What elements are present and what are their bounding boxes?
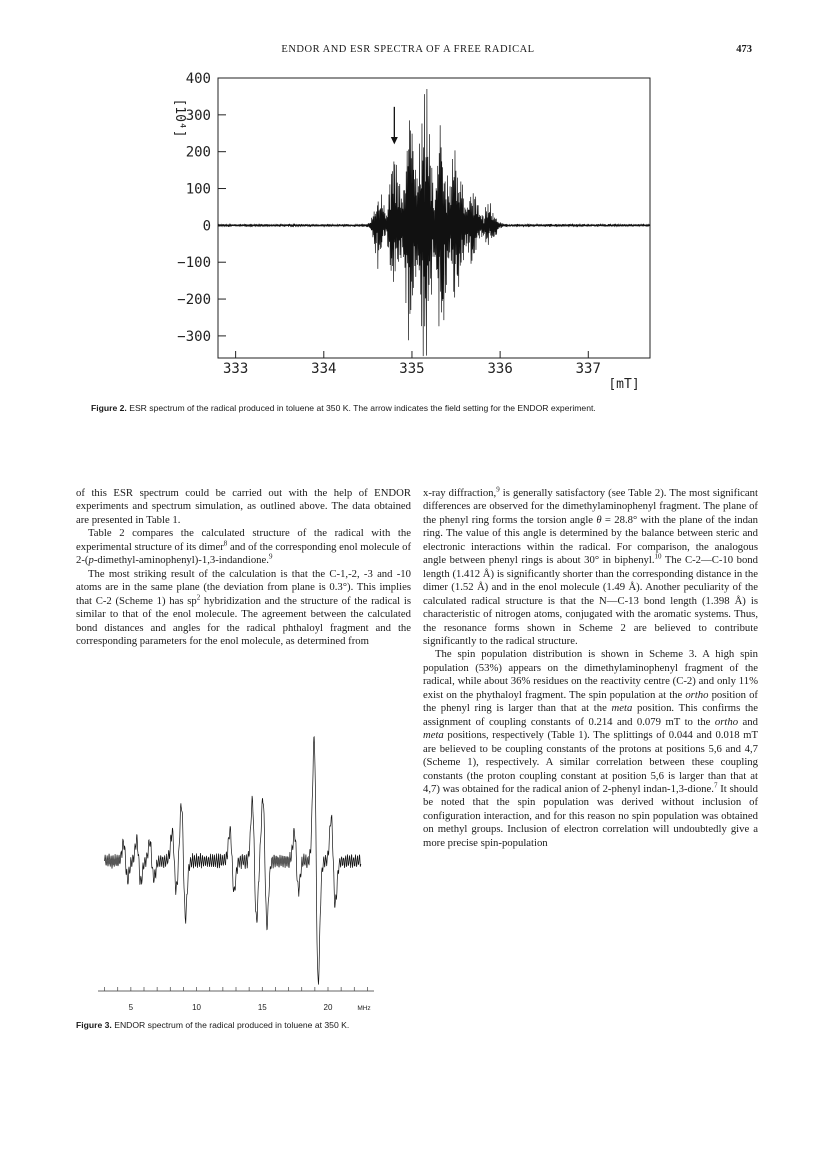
x-unit-label: MHz — [357, 1005, 371, 1012]
paragraph: of this ESR spectrum could be carried out with the help of ENDOR experiments and spectrum simulation, as outlined above. The data obtained are presented in Table 1. — [76, 487, 411, 526]
y-tick-label: 0 — [202, 218, 211, 235]
paragraph: The spin population distribution is shown in Scheme 3. A high spin population (53%) appears on the dimethylaminophenyl fragment of the radical, while about 36% residues on the reactivity centre (C-2) and only 11% exist on the phythaloyl fragment. The spin population at the ortho position of the phenyl ring is larger than that at the meta position. This confirms the assignment of coupling constants of 0.214 and 0.079 mT to the ortho and meta positions, respectively (Table 1). The splittings of 0.044 and 0.018 mT are believed to be coupling constants of the protons at positions 5,6 and 4,7 (Scheme 1), respectively. A similar correlation between these coupling constants (the proton coupling constant at position 5,6 is larger than that at 4,7) was obtained for the radical anion of 2-phenyl indan-1,3-dione.$^7$ It should be noted that the spin population was derived without inclusion of configuration interaction, and for this reason no spin population was obtained on methyl groups. Inclusion of electron correlation will undoubtedly give a more precise spin-population — [423, 648, 758, 849]
x-tick-label: 333 — [222, 361, 249, 377]
x-tick-label: 337 — [575, 361, 601, 377]
x-tick-label: 336 — [487, 361, 513, 377]
y-unit-label: [10⁴] — [172, 98, 187, 138]
endor-spectrum-figure — [84, 735, 384, 1025]
endor-trace — [105, 737, 361, 985]
x-tick-label: 5 — [128, 1003, 134, 1012]
y-tick-label: 400 — [185, 71, 211, 87]
figure-2-caption-text: ESR spectrum of the radical produced in toluene at 350 K. The arrow indicates the field setting for the ENDOR experiment. — [129, 403, 596, 413]
x-tick-label: 15 — [257, 1003, 267, 1012]
x-tick-label: 334 — [311, 361, 337, 377]
y-tick-label: −300 — [177, 328, 211, 345]
esr-trace — [218, 89, 650, 356]
esr-spectrum-figure — [140, 70, 670, 395]
y-tick-label: 200 — [185, 144, 211, 161]
x-unit-label: [mT] — [608, 377, 640, 392]
figure-3-caption-text: ENDOR spectrum of the radical produced in toluene at 350 K. — [114, 1020, 350, 1030]
y-tick-label: 100 — [185, 181, 211, 198]
x-tick-label: 10 — [192, 1003, 202, 1012]
left-column — [76, 487, 411, 648]
figure-2-caption — [91, 403, 741, 413]
x-ticks — [105, 987, 371, 1012]
paragraph: Table 2 compares the calculated structure of the radical with the experimental structure of its dimer$^8$ and of the corresponding enol molecule of 2-(p-dimethyl-aminophenyl)-1,3-indandione.$^9$ — [76, 527, 412, 567]
right-column — [423, 487, 758, 850]
figure-3-caption — [76, 1020, 411, 1031]
x-tick-label: 20 — [323, 1003, 333, 1012]
paragraph: x-ray diffraction,$^9$ is generally satisfactory (see Table 2). The most significant differences are observed for the dimethylaminophenyl fragment. The plane of the phenyl ring forms the torsion angle θ = 28.8° with the plane of the indan ring. The value of this angle is determined by the balance between steric and electronic interactions within the radical. For comparison, the analogous angle between phenyl rings is about 30° in biphenyl.$^{10}$ The C-2—C-10 bond length (1.412 Å) is significantly shorter than the corresponding distance in the dimer (1.52 Å) and in the enol molecule (1.49 Å). Another peculiarity of the calculated radical structure is that the N—C-13 bond length (1.398 Å) is characteristic of nitrogen atoms, conjugated with the aromatic systems. Thus, the resonance forms shown in Scheme 2 are believed to contribute significantly to the radical structure. — [423, 485, 758, 647]
running-head — [0, 44, 816, 60]
page-number: 473 — [736, 44, 752, 55]
running-title: ENDOR AND ESR SPECTRA OF A FREE RADICAL — [281, 44, 535, 55]
y-tick-label: −100 — [177, 255, 211, 272]
figure-3-label: Figure 3. — [76, 1020, 112, 1030]
y-tick-label: −200 — [177, 292, 211, 309]
figure-2-label: Figure 2. — [91, 403, 127, 413]
field-setting-arrow — [391, 107, 398, 144]
x-ticks — [223, 351, 601, 377]
arrow-head — [391, 137, 398, 144]
y-tick-label: 300 — [185, 107, 211, 124]
paragraph: The most striking result of the calculation is that the C-1,-2, -3 and -10 atoms are in the same plane (the deviation from plane is 0.3°). This implies that C-2 (Scheme 1) has $sp^2$ hybridization and the structure of the radical is similar to that of the enol molecule. The agreement between the calculated bond distances and angles for the radical phthaloyl fragment and the corresponding parameters for the enol molecule, as determined from — [76, 567, 411, 647]
x-tick-label: 335 — [399, 361, 425, 377]
